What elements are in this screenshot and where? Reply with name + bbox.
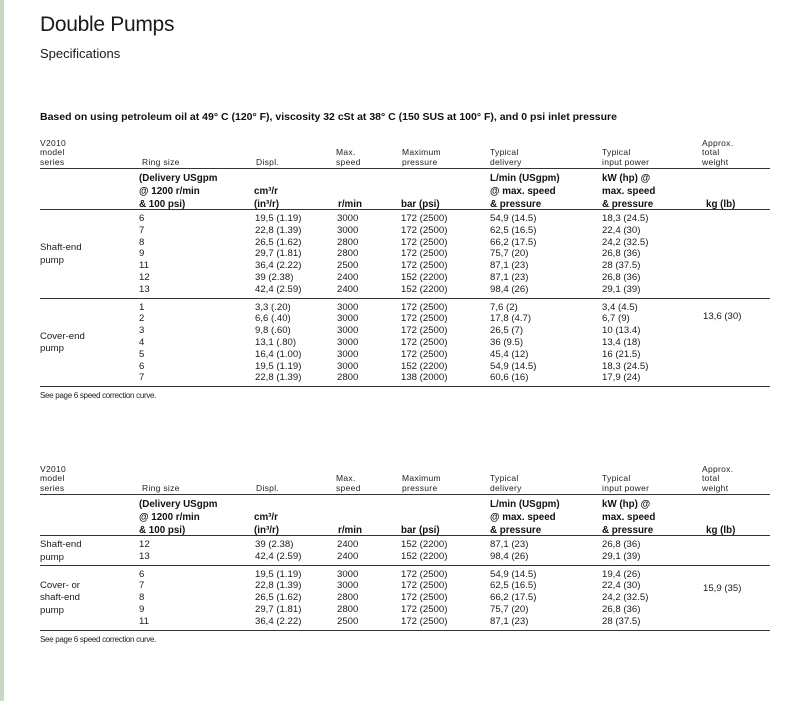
cell-delivery: 66,2 (17.5)	[490, 592, 537, 604]
left-margin-rule	[0, 0, 4, 701]
cell-displ: 26,5 (1.62)	[255, 592, 302, 604]
table-row	[40, 237, 770, 249]
unit-delivery: L/min (USgpm) @ max. speed & pressure	[490, 499, 560, 536]
cell-speed: 3000	[337, 325, 359, 337]
cell-displ: 22,8 (1.39)	[255, 580, 302, 592]
cell-power: 28 (37.5)	[602, 260, 641, 272]
cell-pressure: 172 (2500)	[401, 248, 448, 260]
cell-displ: 29,7 (1.81)	[255, 248, 302, 260]
unit-headers	[40, 495, 770, 536]
table-row	[40, 569, 770, 581]
cell-displ: 9,8 (.60)	[255, 325, 291, 337]
cell-displ: 29,7 (1.81)	[255, 603, 302, 615]
header-delivery: Typical delivery	[490, 147, 522, 167]
cell-delivery: 87,1 (23)	[490, 271, 529, 283]
speed-correction-note: See page 6 speed correction curve.	[40, 391, 157, 400]
header-pressure: Maximum pressure	[402, 473, 441, 493]
table-row	[40, 337, 770, 349]
cell-speed: 2400	[337, 271, 359, 283]
cell-ring: 1	[139, 301, 145, 313]
spec-table	[40, 464, 770, 631]
cell-ring: 7	[139, 372, 145, 384]
unit-headers	[40, 169, 770, 210]
cell-speed: 3000	[337, 580, 359, 592]
unit-delivery: L/min (USgpm) @ max. speed & pressure	[490, 173, 560, 210]
cell-displ: 6,6 (.40)	[255, 313, 291, 325]
cell-speed: 3000	[337, 568, 359, 580]
cell-displ: 42,4 (2.59)	[255, 550, 302, 562]
cell-displ: 3,3 (.20)	[255, 301, 291, 313]
cell-delivery: 75,7 (20)	[490, 248, 529, 260]
cell-pressure: 172 (2500)	[401, 603, 448, 615]
cell-ring: 5	[139, 348, 145, 360]
cell-pressure: 172 (2500)	[401, 313, 448, 325]
cell-delivery: 75,7 (20)	[490, 603, 529, 615]
cell-pressure: 152 (2200)	[401, 550, 448, 562]
cell-speed: 2800	[337, 372, 359, 384]
cell-delivery: 45,4 (12)	[490, 348, 529, 360]
cell-ring: 2	[139, 313, 145, 325]
cell-ring: 6	[139, 568, 145, 580]
group-label: Shaft-end pump	[40, 539, 82, 563]
cell-delivery: 66,2 (17.5)	[490, 236, 537, 248]
table-row	[40, 284, 770, 296]
group-label: Cover-end pump	[40, 330, 85, 355]
cell-ring: 6	[139, 213, 145, 224]
header-ring: Ring size	[142, 156, 180, 167]
cell-delivery: 98,4 (26)	[490, 550, 529, 562]
cell-delivery: 7,6 (2)	[490, 301, 518, 313]
cell-power: 18,3 (24.5)	[602, 213, 649, 224]
row-group	[40, 210, 770, 299]
cell-displ: 13,1 (.80)	[255, 336, 297, 348]
cell-delivery: 26,5 (7)	[490, 325, 524, 337]
cell-ring: 9	[139, 248, 145, 260]
cell-pressure: 172 (2500)	[401, 325, 448, 337]
unit-power: kW (hp) @ max. speed & pressure	[602, 499, 656, 536]
cell-power: 6,7 (9)	[602, 313, 630, 325]
cell-delivery: 62,5 (16.5)	[490, 580, 537, 592]
cell-power: 18,3 (24.5)	[602, 360, 649, 372]
cell-ring: 13	[139, 550, 150, 562]
cell-displ: 22,8 (1.39)	[255, 224, 302, 236]
cell-pressure: 172 (2500)	[401, 301, 448, 313]
cell-pressure: 152 (2200)	[401, 283, 448, 295]
cell-speed: 3000	[337, 336, 359, 348]
cell-delivery: 54,9 (14.5)	[490, 360, 537, 372]
cell-power: 16 (21.5)	[602, 348, 641, 360]
cell-speed: 2400	[337, 539, 359, 550]
unit-weight: kg (lb)	[706, 199, 736, 210]
table-row	[40, 551, 770, 563]
table-row	[40, 225, 770, 237]
row-group	[40, 536, 770, 566]
cell-pressure: 152 (2200)	[401, 271, 448, 283]
cell-speed: 3000	[337, 224, 359, 236]
page-title: Double Pumps	[40, 13, 175, 36]
cell-power: 24,2 (32.5)	[602, 592, 649, 604]
cell-ring: 12	[139, 539, 150, 550]
table-row	[40, 313, 770, 325]
unit-speed: r/min	[338, 525, 362, 536]
cell-speed: 2800	[337, 603, 359, 615]
header-power: Typical input power	[602, 473, 650, 493]
table-row	[40, 272, 770, 284]
row-group	[40, 299, 770, 388]
cell-ring: 8	[139, 236, 145, 248]
cell-displ: 19,5 (1.19)	[255, 568, 302, 580]
cell-pressure: 172 (2500)	[401, 224, 448, 236]
cell-pressure: 172 (2500)	[401, 236, 448, 248]
cell-delivery: 17,8 (4.7)	[490, 313, 532, 325]
cell-pressure: 172 (2500)	[401, 336, 448, 348]
group-label: Shaft-end pump	[40, 242, 82, 266]
header-power: Typical input power	[602, 147, 650, 167]
header-pressure: Maximum pressure	[402, 147, 441, 167]
cell-ring: 7	[139, 580, 145, 592]
row-group	[40, 566, 770, 631]
header-weight: Approx. total weight	[702, 137, 734, 167]
cell-speed: 2800	[337, 248, 359, 260]
cell-speed: 2400	[337, 283, 359, 295]
header-model: V2010 model series	[40, 137, 67, 167]
cell-ring: 3	[139, 325, 145, 337]
cell-speed: 2400	[337, 550, 359, 562]
cell-power: 13,4 (18)	[602, 336, 641, 348]
cell-speed: 2500	[337, 260, 359, 272]
unit-displ: cm³/r (in³/r)	[254, 512, 280, 536]
cell-delivery: 36 (9.5)	[490, 336, 524, 348]
total-weight: 15,9 (35)	[703, 583, 742, 594]
cell-delivery: 54,9 (14.5)	[490, 568, 537, 580]
cell-ring: 9	[139, 603, 145, 615]
cell-power: 3,4 (4.5)	[602, 301, 638, 313]
cell-speed: 2800	[337, 592, 359, 604]
cell-speed: 3000	[337, 213, 359, 224]
cell-ring: 7	[139, 224, 145, 236]
cell-ring: 8	[139, 592, 145, 604]
table-row	[40, 592, 770, 604]
cell-delivery: 87,1 (23)	[490, 260, 529, 272]
table-row	[40, 372, 770, 384]
column-headers	[40, 138, 770, 169]
cell-power: 22,4 (30)	[602, 224, 641, 236]
unit-speed: r/min	[338, 199, 362, 210]
cell-displ: 39 (2.38)	[255, 271, 294, 283]
page-subtitle: Specifications	[40, 46, 121, 61]
table-row	[40, 539, 770, 551]
cell-pressure: 172 (2500)	[401, 615, 448, 627]
cell-power: 26,8 (36)	[602, 271, 641, 283]
cell-pressure: 172 (2500)	[401, 213, 448, 224]
cell-speed: 3000	[337, 301, 359, 313]
cell-displ: 39 (2.38)	[255, 539, 294, 550]
unit-ring: (Delivery USgpm @ 1200 r/min & 100 psi)	[139, 173, 218, 210]
table-row	[40, 302, 770, 314]
cell-speed: 3000	[337, 348, 359, 360]
cell-displ: 19,5 (1.19)	[255, 213, 302, 224]
cell-pressure: 172 (2500)	[401, 260, 448, 272]
cell-delivery: 60,6 (16)	[490, 372, 529, 384]
total-weight: 13,6 (30)	[703, 311, 742, 322]
cell-ring: 6	[139, 360, 145, 372]
cell-delivery: 62,5 (16.5)	[490, 224, 537, 236]
table-row	[40, 361, 770, 373]
table-row	[40, 349, 770, 361]
cell-ring: 13	[139, 283, 150, 295]
cell-power: 22,4 (30)	[602, 580, 641, 592]
unit-power: kW (hp) @ max. speed & pressure	[602, 173, 656, 210]
table-row	[40, 325, 770, 337]
cell-ring: 4	[139, 336, 145, 348]
cell-delivery: 98,4 (26)	[490, 283, 529, 295]
cell-displ: 16,4 (1.00)	[255, 348, 302, 360]
cell-displ: 36,4 (2.22)	[255, 260, 302, 272]
column-headers	[40, 464, 770, 495]
cell-ring: 11	[139, 615, 149, 627]
cell-speed: 2800	[337, 236, 359, 248]
group-label: Cover- or shaft-end pump	[40, 579, 81, 616]
cell-speed: 3000	[337, 313, 359, 325]
header-speed: Max. speed	[336, 147, 361, 167]
cell-pressure: 172 (2500)	[401, 568, 448, 580]
table-row	[40, 248, 770, 260]
unit-displ: cm³/r (in³/r)	[254, 186, 280, 210]
cell-displ: 26,5 (1.62)	[255, 236, 302, 248]
cell-speed: 2500	[337, 615, 359, 627]
cell-power: 29,1 (39)	[602, 550, 641, 562]
cell-power: 26,8 (36)	[602, 603, 641, 615]
cell-power: 26,8 (36)	[602, 539, 641, 550]
cell-delivery: 54,9 (14.5)	[490, 213, 537, 224]
unit-weight: kg (lb)	[706, 525, 736, 536]
table-row	[40, 616, 770, 628]
cell-pressure: 152 (2200)	[401, 539, 448, 550]
cell-pressure: 172 (2500)	[401, 592, 448, 604]
test-conditions-note: Based on using petroleum oil at 49° C (120° F), viscosity 32 cSt at 38° C (150 SUS at 100° F), and 0 psi inlet pressure	[40, 111, 617, 123]
table-row	[40, 604, 770, 616]
header-model: V2010 model series	[40, 463, 67, 493]
cell-power: 17,9 (24)	[602, 372, 641, 384]
cell-pressure: 152 (2200)	[401, 360, 448, 372]
cell-pressure: 172 (2500)	[401, 580, 448, 592]
cell-pressure: 172 (2500)	[401, 348, 448, 360]
cell-ring: 11	[139, 260, 149, 272]
cell-displ: 22,8 (1.39)	[255, 372, 302, 384]
header-displ: Displ.	[256, 156, 280, 167]
header-ring: Ring size	[142, 482, 180, 493]
header-weight: Approx. total weight	[702, 463, 734, 493]
cell-power: 29,1 (39)	[602, 283, 641, 295]
cell-displ: 42,4 (2.59)	[255, 283, 302, 295]
speed-correction-note: See page 6 speed correction curve.	[40, 635, 157, 644]
cell-displ: 19,5 (1.19)	[255, 360, 302, 372]
cell-pressure: 138 (2000)	[401, 372, 448, 384]
table-row	[40, 260, 770, 272]
header-delivery: Typical delivery	[490, 473, 522, 493]
unit-pressure: bar (psi)	[401, 525, 440, 536]
header-displ: Displ.	[256, 482, 280, 493]
header-speed: Max. speed	[336, 473, 361, 493]
cell-power: 26,8 (36)	[602, 248, 641, 260]
cell-delivery: 87,1 (23)	[490, 539, 529, 550]
table-row	[40, 213, 770, 225]
unit-ring: (Delivery USgpm @ 1200 r/min & 100 psi)	[139, 499, 218, 536]
cell-speed: 3000	[337, 360, 359, 372]
cell-displ: 36,4 (2.22)	[255, 615, 302, 627]
table-row	[40, 580, 770, 592]
cell-power: 10 (13.4)	[602, 325, 641, 337]
cell-power: 24,2 (32.5)	[602, 236, 649, 248]
unit-pressure: bar (psi)	[401, 199, 440, 210]
spec-table	[40, 138, 770, 387]
cell-power: 19,4 (26)	[602, 568, 641, 580]
cell-ring: 12	[139, 271, 150, 283]
cell-delivery: 87,1 (23)	[490, 615, 529, 627]
cell-power: 28 (37.5)	[602, 615, 641, 627]
